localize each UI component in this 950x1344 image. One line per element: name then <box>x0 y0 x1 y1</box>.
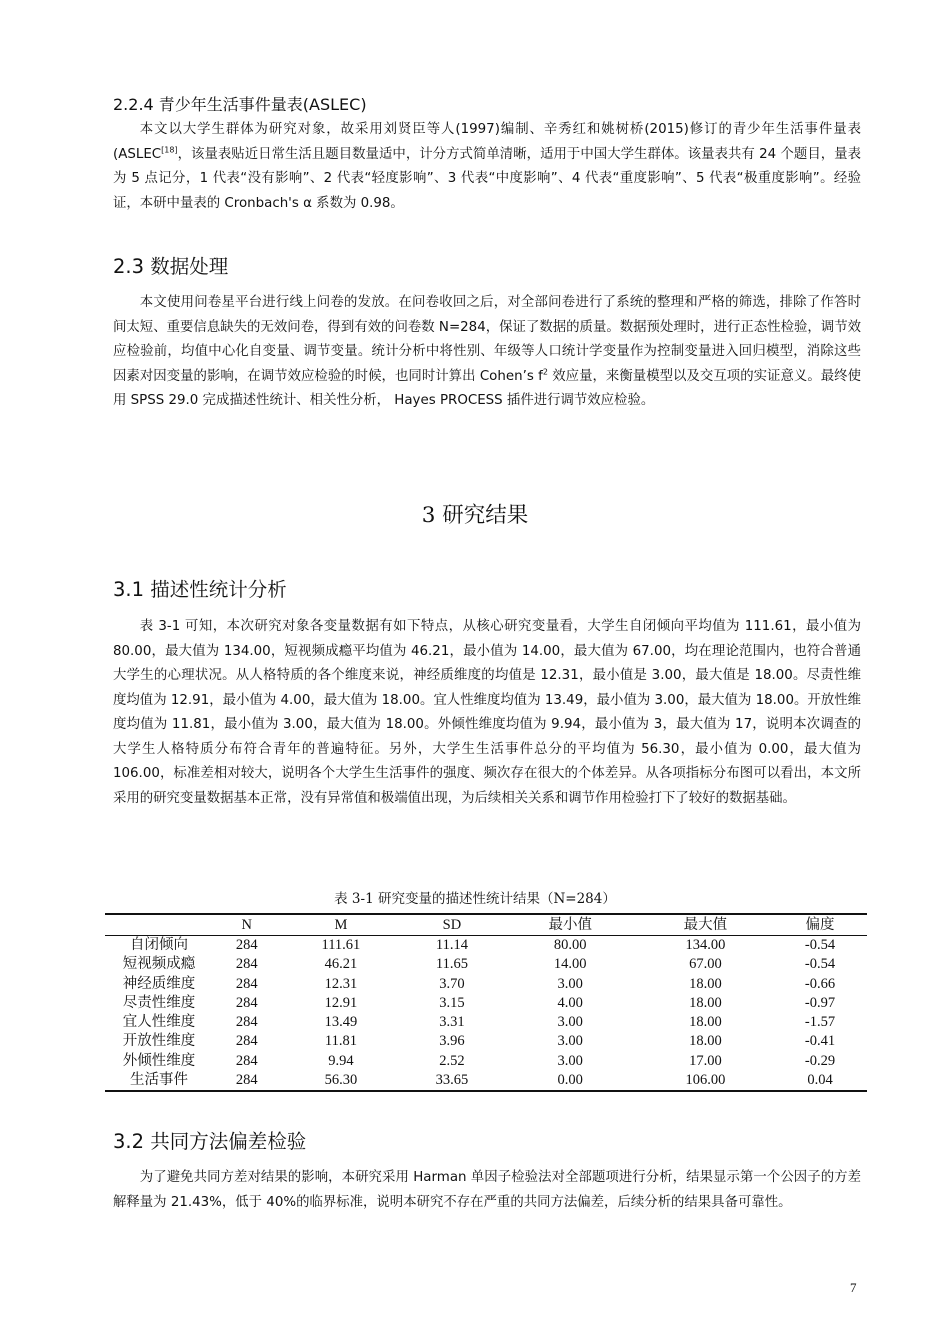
table-cell: 3.00 <box>557 975 583 992</box>
table-cell: 0.04 <box>807 1072 833 1089</box>
table-cell: 67.00 <box>689 956 722 973</box>
section-2-3-paragraph <box>113 291 861 414</box>
table-cell: 284 <box>235 1052 258 1069</box>
table-cell: 284 <box>235 994 258 1011</box>
table-row-label: 尽责性维度 <box>122 994 196 1011</box>
table-row <box>105 1071 867 1091</box>
table-cell: 11.14 <box>435 937 468 953</box>
table-cell: 3.70 <box>439 975 465 992</box>
section-3-1-heading: 3.1 描述性统计分析 <box>113 578 287 601</box>
table-cell: 80.00 <box>553 937 587 953</box>
table-header-cell: SD <box>442 917 462 933</box>
table-cell: -0.97 <box>804 994 836 1011</box>
table-row <box>105 975 867 994</box>
table-header-cell: 最大值 <box>683 917 728 933</box>
table-cell: -0.41 <box>804 1033 836 1050</box>
table-cell: 284 <box>235 937 258 953</box>
table-row-label: 生活事件 <box>130 1072 188 1089</box>
table-cell: -0.29 <box>804 1052 836 1069</box>
table-cell: 0.00 <box>557 1072 583 1089</box>
table-row-label: 宜人性维度 <box>122 1014 196 1031</box>
table-row <box>105 994 867 1013</box>
table-cell: 11.81 <box>324 1033 357 1050</box>
table-cell: 56.30 <box>324 1072 358 1089</box>
table-cell: 17.00 <box>689 1052 722 1069</box>
table-row <box>105 1032 867 1051</box>
table-row <box>105 936 867 956</box>
table-3-1-caption: 表 3-1 研究变量的描述性统计结果（N=284） <box>334 891 616 907</box>
table-header-row <box>105 914 867 936</box>
table-cell: 111.61 <box>321 937 361 953</box>
section-3-2-heading: 3.2 共同方法偏差检验 <box>113 1130 307 1153</box>
table-cell: -1.57 <box>804 1014 836 1031</box>
table-cell: 18.00 <box>689 1014 722 1031</box>
table-cell: 284 <box>235 1014 258 1031</box>
f-squared-superscript: 2 <box>542 367 548 377</box>
table-row-label: 短视频成瘾 <box>122 956 196 973</box>
page-number: 7 <box>850 1280 857 1295</box>
table-cell: -0.66 <box>804 975 836 992</box>
citation-18: [18] <box>161 145 178 155</box>
table-cell: 14.00 <box>553 956 587 973</box>
table-body <box>105 936 867 1092</box>
table-cell: 284 <box>235 1072 258 1089</box>
table-cell: 3.00 <box>557 1033 583 1050</box>
table-header-variable <box>105 914 213 936</box>
table-cell: 106.00 <box>685 1072 726 1089</box>
table-header-cell: N <box>241 917 253 933</box>
table-row-label: 神经质维度 <box>122 975 196 992</box>
table-cell: 3.96 <box>439 1033 465 1050</box>
table-cell: 284 <box>235 975 258 992</box>
section-3-2-paragraph: 为了避免共同方差对结果的影响，本研究采用 Harman 单因子检验法对全部题项进行分析，结果显示第一个公因子的方差解释量为 21.43%，低于 40%的临界标准，说明本研究不存在严重的共同方法偏差，后续分析的结果具备可靠性。 <box>113 1170 861 1210</box>
table-header-cell: M <box>334 917 348 933</box>
table-cell: -0.54 <box>804 956 836 973</box>
table-header-cell: 偏度 <box>805 917 835 933</box>
table-cell: -0.54 <box>804 937 836 953</box>
table-row <box>105 955 867 974</box>
table-cell: 134.00 <box>685 937 726 953</box>
table-cell: 12.31 <box>324 975 358 992</box>
table-cell: 3.00 <box>557 1014 583 1031</box>
table-cell: 12.91 <box>324 994 358 1011</box>
data-processing-text-part2: 效应量，来衡量模型以及交互项的实证意义。最终使用 SPSS 29.0 完成描述性统计、相关性分析， Hayes PROCESS 插件进行调节效应检验。 <box>113 368 861 408</box>
table-row <box>105 1052 867 1071</box>
table-cell: 3.15 <box>439 994 465 1011</box>
table-row-label: 自闭倾向 <box>130 937 188 953</box>
table-cell: 284 <box>235 956 258 973</box>
table-cell: 2.52 <box>439 1052 465 1069</box>
table-cell: 11.65 <box>435 956 468 973</box>
chapter-3-title: 3 研究结果 <box>421 503 529 528</box>
section-3-1-paragraph: 表 3-1 可知，本次研究对象各变量数据有如下特点，从核心研究变量看，大学生自闭倾向平均值为 111.61，最小值为 80.00，最大值为 134.00，短视频成瘾平均值为 46.21，最小值为 14.00，最大值为 67.00，均在理论范围内，也符合普通大学生的心理状况。从人格特质的各个维度来说，神经质维度的均值是 12.31，最小值是 3.00，最大值是 18.00。尽责性维度均值为 12.91，最小值为 4.00，最大值为 18.00。宜人性维度均值为 13.49，最小值为 3.00，最大值为 18.00。开放性维度均值为 11.81，最小值为 3.00，最大值为 18.00。外倾性维度均值为 9.94，最小值为 3，最大值为 17，说明本次调查的大学生人格特质分布符合青年的普遍特征。另外，大学生生活事件总分的平均值为 56.30，最小值为 0.00，最大值为 106.00，标准差相对较大，说明各个大学生生活事件的强度、频次存在很大的个体差异。从各项指标分布图可以看出，本文所采用的研究变量数据基本正常，没有异常值和极端值出现，为后续相关关系和调节作用检验打下了较好的数据基础。 <box>113 619 861 806</box>
section-2-2-4-heading: 2.2.4 青少年生活事件量表(ASLEC) <box>113 95 367 114</box>
table-cell: 18.00 <box>689 1033 722 1050</box>
table-cell: 3.00 <box>557 1052 583 1069</box>
section-2-2-4-paragraph <box>113 118 861 216</box>
descriptive-statistics-table <box>105 913 867 1092</box>
table-cell: 4.00 <box>557 994 583 1011</box>
table-cell: 3.31 <box>439 1014 465 1031</box>
table-cell: 46.21 <box>324 956 358 973</box>
table-cell: 13.49 <box>324 1014 358 1031</box>
table-cell: 18.00 <box>689 994 722 1011</box>
table-cell: 284 <box>235 1033 258 1050</box>
table-row <box>105 1013 867 1032</box>
table-cell: 18.00 <box>689 975 722 992</box>
data-processing-text-part1: 本文使用问卷星平台进行线上问卷的发放。在问卷收回之后，对全部问卷进行了系统的整理和严格的筛选，排除了作答时间太短、重要信息缺失的无效问卷，得到有效的问卷数 N=284，保证了数据的质量。数据预处理时，进行正态性检验，调节效应检验前，均值中心化自变量、调节变量。统计分析中将性别、年级等人口统计学变量作为控制变量进入回归模型，消除这些因素对因变量的影响，在调节效应检验的时候，也同时计算出 Cohen’s f <box>113 295 861 384</box>
aslec-text-part2: ，该量表贴近日常生活且题目数量适中，计分方式简单清晰，适用于中国大学生群体。该量表共有 24 个题目，量表为 5 点记分，1 代表“没有影响”、2 代表“轻度影响”、3 代表“中度影响”、4 代表“重度影响”、5 代表“极重度影响”。经验证，本研中量表的 Cronbach's α 系数为 0.98。 <box>113 146 861 211</box>
table-cell: 9.94 <box>328 1052 354 1069</box>
table-row-label: 外倾性维度 <box>122 1052 196 1069</box>
table-cell: 33.65 <box>435 1072 469 1089</box>
section-2-3-heading: 2.3 数据处理 <box>113 255 229 278</box>
aslec-text-part1: 本文以大学生群体为研究对象，故采用刘贤臣等人(1997)编制、辛秀红和姚树桥(2015)修订的青少年生活事件量表(ASLEC <box>113 122 861 162</box>
table-header-cell: 最小值 <box>548 917 592 933</box>
table-row-label: 开放性维度 <box>122 1033 196 1050</box>
